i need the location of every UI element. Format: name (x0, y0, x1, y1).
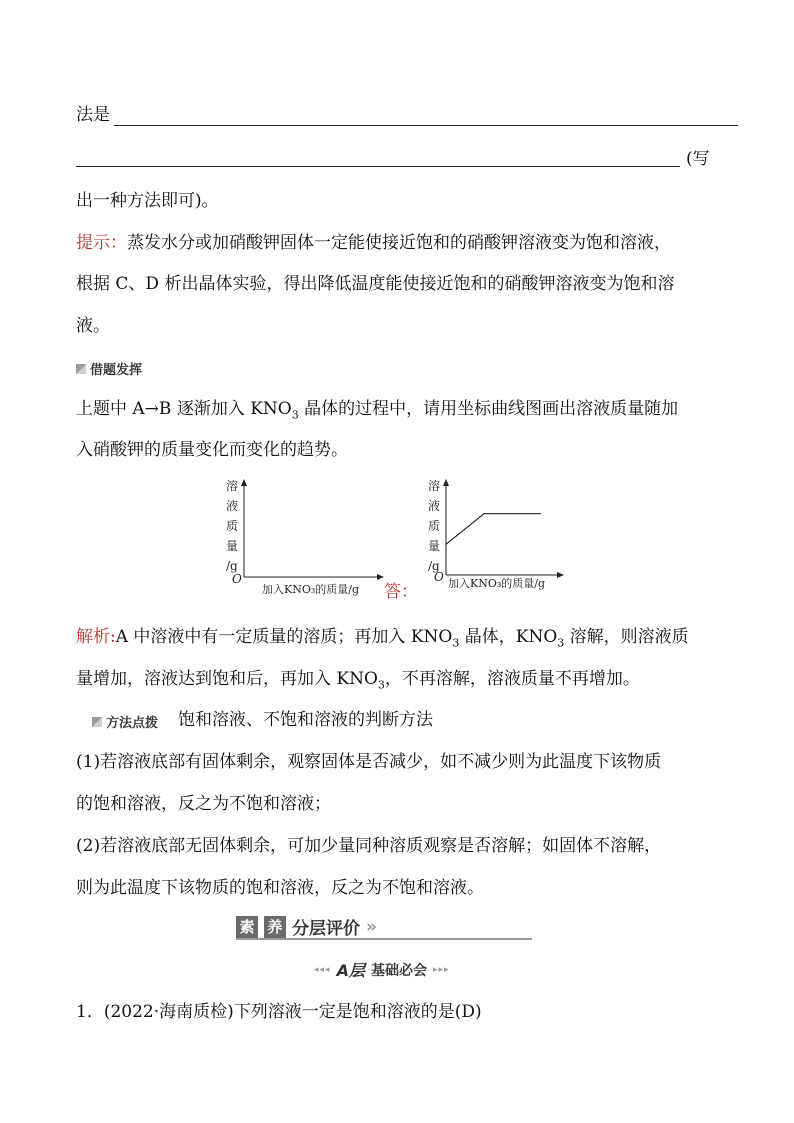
answer-label: 答： (384, 582, 418, 602)
chart-answer-svg (424, 475, 574, 605)
solution-mass-curve (446, 514, 541, 545)
banner-title: 分层评价 (292, 919, 360, 939)
hint-label: 提示： (76, 233, 127, 253)
empty-axes-chart (222, 475, 392, 609)
origin-label: O (232, 572, 242, 586)
banner-badge-2: 养 (264, 916, 286, 938)
method-p2-line-2: 则为此温度下该物质的饱和溶液，反之为不饱和溶液。 (76, 878, 484, 898)
fill-prefix: 法是 (76, 105, 110, 125)
x-axis-arrow (557, 572, 564, 578)
chart-empty-svg (222, 475, 392, 605)
banner-divider (236, 938, 532, 940)
arrows-right-icon: ▸▸▸ (432, 964, 450, 975)
y-axis-label-char: 量 (226, 539, 239, 553)
question-line-2: 入硝酸钾的质量变化而变化的趋势。 (76, 440, 348, 460)
hint-line-1: 提示：蒸发水分或加硝酸钾固体一定能使接近饱和的硝酸钾溶液变为饱和溶液， (76, 233, 671, 253)
question-line-1: 上题中 A→B 逐渐加入 $KNO_3$ 晶体的过程中，请用坐标曲线图画出溶液质量随加 (76, 399, 679, 422)
tag-marker-icon (92, 717, 102, 727)
y-axis-arrow (241, 479, 247, 486)
level-tag: A层 (336, 961, 365, 980)
level-title: 基础必会 (370, 962, 427, 979)
answer-chart (424, 475, 574, 609)
analysis-line-1: 解析:A 中溶液中有一定质量的溶质；再加入 $KNO_3$ 晶体，$KNO_3$ 溶解，则溶液质 (76, 627, 689, 650)
section-banner (236, 914, 377, 939)
method-p1-line-2: 的饱和溶液，反之为不饱和溶液； (76, 794, 331, 814)
tag-marker-icon (76, 364, 86, 374)
hint-line-2: 根据 C、D 析出晶体实验，得出降低温度能使接近饱和的硝酸钾溶液变为饱和溶 (76, 274, 675, 294)
level-header (314, 958, 450, 981)
y-axis-label-char: 液 (226, 499, 239, 513)
fill-suffix-close: 出一种方法即可)。 (76, 191, 219, 211)
question-1: 1．(2022·海南质检)下列溶液一定是饱和溶液的是(D) (76, 1002, 482, 1022)
analysis-label: 解析: (76, 627, 116, 647)
y-axis-arrow (443, 479, 449, 486)
y-axis-label-char: /g (226, 559, 238, 573)
hint-line-3: 液。 (76, 316, 110, 336)
y-axis-label-char: /g (428, 559, 440, 573)
section-tag-method: 方法点拨 (92, 712, 158, 731)
x-axis-label: 加入KNO₃的质量/g (448, 577, 546, 590)
answer-blank-line-1 (114, 125, 738, 126)
banner-badge-1: 素 (236, 916, 258, 938)
origin-label: O (434, 570, 444, 584)
banner-chevron-icon: » (366, 916, 377, 937)
method-p2-line-1: (2)若溶液底部无固体剩余，可加少量同种溶质观察是否溶解；如固体不溶解， (76, 836, 662, 856)
fill-suffix-open: (写 (686, 149, 710, 169)
x-axis-label: 加入KNO₃的质量/g (262, 583, 360, 596)
y-axis-label-char: 溶 (428, 479, 441, 493)
section-tag-extend: 借题发挥 (76, 359, 142, 378)
method-p1-line-1: (1)若溶液底部有固体剩余，观察固体是否减少，如不减少则为此温度下该物质 (76, 752, 662, 772)
y-axis-label-char: 质 (226, 519, 239, 533)
analysis-line-2: 量增加，溶液达到饱和后，再加入 $KNO_3$，不再溶解，溶液质量不再增加。 (76, 669, 640, 692)
method-title: 饱和溶液、不饱和溶液的判断方法 (178, 710, 433, 730)
y-axis-label-char: 量 (428, 539, 441, 553)
y-axis-label-char: 溶 (226, 479, 239, 493)
arrows-left-icon: ◂◂◂ (314, 964, 331, 975)
x-axis-arrow (377, 574, 384, 580)
answer-blank-line-2 (76, 166, 680, 167)
y-axis-label-char: 液 (428, 499, 441, 513)
y-axis-label-char: 质 (428, 519, 441, 533)
